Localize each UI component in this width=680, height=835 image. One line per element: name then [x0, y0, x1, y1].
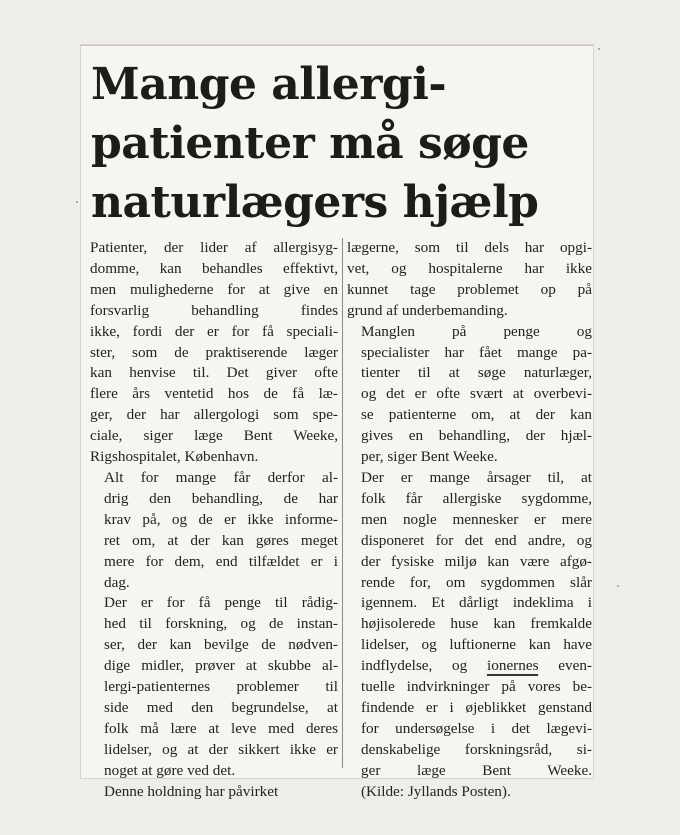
scan-speck [76, 201, 78, 203]
text-line: men mulighederne for at give en [90, 280, 338, 298]
headline [91, 55, 591, 232]
text-line: Der er mange årsager til, at [361, 468, 592, 486]
text-line: se patienterne om, at der kan [361, 406, 592, 424]
text-line: kan henvise til. Det giver ofte [90, 364, 338, 382]
text-line: Patienter, der lider af allergisyg- [90, 239, 338, 256]
text-line: krav på, og de er ikke informe- [104, 510, 338, 528]
text-line: findende er i øjeblikket genstand [361, 698, 592, 716]
right-column [347, 238, 592, 802]
text-line: og det er ofte svært at overbevi- [361, 385, 592, 403]
scan-speck [598, 48, 600, 50]
text-line: flere års ventetid hos de få læ- [90, 385, 338, 403]
text-line: hed til forskning, og de instan- [104, 615, 338, 633]
headline-line: patienter må søge [91, 118, 529, 169]
text-line: folk må lære at leve med deres [104, 719, 338, 737]
text-line: dige midler, prøver at skubbe al- [104, 657, 338, 675]
headline-line: naturlægers hjælp [91, 177, 539, 228]
text-line: kunnet tage problemet op på [347, 280, 592, 298]
text-line: ser, der kan bevilge de nødven- [104, 636, 338, 654]
paragraph [90, 593, 338, 781]
text-line: vet, og hospitalerne har ikke [347, 259, 592, 277]
text-line: rende for, om sygdommen slår [361, 573, 592, 591]
text-line: tuelle indvirkninger på vores be- [361, 678, 592, 696]
text-line: dag. [104, 573, 130, 591]
text-line: tienter til at søge naturlæger, [361, 364, 592, 382]
text-line: drig den behandling, de har [104, 489, 338, 507]
text-line: indflydelse, og ionernes even- [361, 657, 592, 675]
text-line: specialister har fået mange pa- [361, 343, 592, 361]
paragraph [90, 468, 338, 593]
text-line: Alt for mange får derfor al- [104, 468, 338, 486]
text-line: lidelser, og at der sikkert ikke er [104, 740, 338, 758]
text-line: (Kilde: Jyllands Posten). [361, 782, 511, 800]
text-line: Rigshospitalet, København. [90, 448, 259, 466]
column-divider [342, 238, 343, 768]
paragraph [347, 322, 592, 468]
text-line: lidelser, og luftionerne kan have [361, 636, 592, 654]
paragraph [347, 238, 592, 322]
paragraph [90, 238, 338, 468]
text-line: mere for dem, end tilfældet er i [104, 552, 338, 570]
left-column [90, 238, 338, 802]
newspaper-clipping [80, 44, 594, 800]
text-line: noget at gøre ved det. [104, 761, 236, 779]
text-line: denskabelige forskningsråd, si- [361, 740, 592, 758]
text-line: folk får allergiske sygdomme, [361, 489, 592, 507]
text-line: højisolerede huse kan fremkalde [361, 615, 592, 633]
text-line: lergi-patienternes problemer til [104, 678, 338, 696]
headline-line: Mange allergi- [91, 59, 447, 110]
text-line: ger, der har allergologi som spe- [90, 406, 338, 424]
paragraph [90, 782, 338, 803]
text-line: ger læge Bent Weeke. [361, 761, 592, 779]
scan-speck [617, 585, 619, 587]
text-line: ret om, at der kan gøres meget [104, 531, 338, 549]
text-line: ikke, fordi der er for få speciali- [90, 322, 338, 340]
text-line: ster, som de praktiserende læger [90, 343, 338, 361]
underlined-word: ionernes [487, 657, 539, 675]
text-line: domme, kan behandles effektivt, [90, 259, 338, 277]
text-line: der fysiske miljø kan være afgø- [361, 552, 592, 570]
text-line: gives en behandling, der hjæl- [361, 427, 592, 445]
paragraph [347, 468, 592, 803]
text-line: grund af underbemanding. [347, 301, 508, 319]
text-line: for undersøgelse i det lægevi- [361, 719, 592, 737]
text-line: Denne holdning har påvirket [104, 782, 279, 800]
top-rule [81, 45, 593, 46]
text-line: lægerne, som til dels har opgi- [347, 239, 592, 256]
text-line: igennem. Et dårligt indeklima i [361, 594, 592, 612]
text-line: per, siger Bent Weeke. [361, 448, 498, 466]
text-line: side med den begrundelse, at [104, 698, 338, 716]
text-line: ciale, siger læge Bent Weeke, [90, 427, 338, 445]
text-line: men nogle mennesker er mere [361, 510, 592, 528]
text-line: forsvarlig behandling findes [90, 301, 338, 319]
text-line: Manglen på penge og [361, 322, 592, 340]
text-line: Der er for få penge til rådig- [104, 594, 338, 612]
text-line: disponeret for det end andre, og [361, 531, 592, 549]
